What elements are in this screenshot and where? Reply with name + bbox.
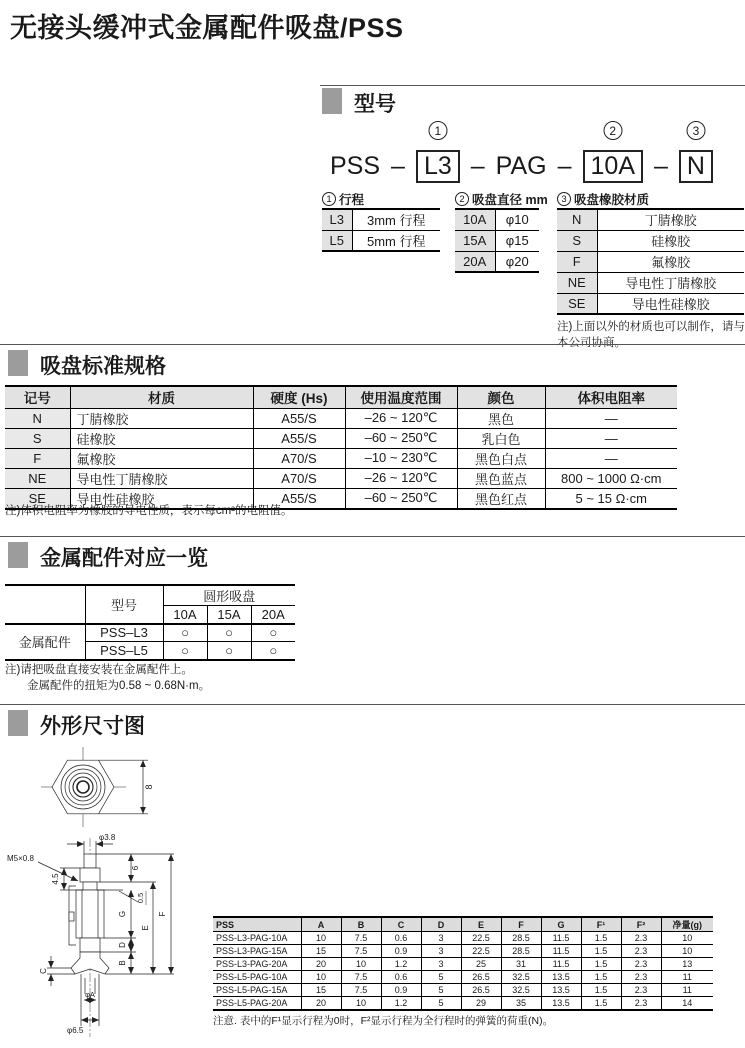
col-header: B	[341, 917, 381, 932]
dim-label-phiA: φA	[85, 990, 95, 999]
table-cell: S	[5, 428, 70, 448]
table-cell: —	[545, 408, 677, 428]
table-cell: 29	[461, 997, 501, 1010]
col-header: 净量(g)	[661, 917, 713, 932]
col-header: 硬度 (Hs)	[253, 386, 345, 408]
table-cell: 0.6	[381, 971, 421, 984]
table-cell: 20A	[455, 251, 495, 272]
table-cell: A55/S	[253, 428, 345, 448]
table-cell: 0.9	[381, 945, 421, 958]
table-cell: 32.5	[501, 971, 541, 984]
fitting-note-2: 金属配件的扭矩为0.58 ~ 0.68N·m。	[27, 680, 211, 692]
dim-label-6: 6	[131, 865, 140, 871]
col-header: 使用温度范围	[345, 386, 457, 408]
fitting-note-1: 注)请把吸盘直接安装在金属配件上。	[5, 664, 193, 676]
table-cell: 1.2	[381, 997, 421, 1010]
table-cell: PSS-L5-PAG-20A	[213, 997, 301, 1010]
table-cell: A70/S	[253, 448, 345, 468]
table-cell: 31	[501, 958, 541, 971]
table-cell: 15A	[455, 230, 495, 251]
table-cell: 7.5	[341, 932, 381, 945]
section-divider	[0, 704, 745, 705]
model-code-box-diameter: 10A	[583, 150, 643, 183]
table-cell: –26 ~ 120℃	[345, 468, 457, 488]
table-cell: 导电性丁腈橡胶	[70, 468, 253, 488]
col-header: C	[381, 917, 421, 932]
table-row	[5, 624, 295, 642]
dim-label-C: C	[39, 968, 48, 974]
table-cell: 5	[421, 997, 461, 1010]
table-cell: 35	[501, 997, 541, 1010]
blank-cell	[5, 585, 85, 624]
dim-label-8: 8	[144, 784, 154, 790]
table-cell: 10	[661, 932, 713, 945]
diameter-table-label: 2 吸盘直径 mm	[455, 190, 548, 208]
col-header: A	[301, 917, 341, 932]
table-row	[557, 230, 744, 251]
table-cell: 10	[661, 945, 713, 958]
size-header: 10A	[163, 606, 207, 624]
stroke-table-label: 1 行程	[322, 190, 364, 208]
table-cell: 丁腈橡胶	[70, 408, 253, 428]
table-cell: –60 ~ 250℃	[345, 428, 457, 448]
table-cell: 7.5	[341, 945, 381, 958]
table-cell: S	[557, 230, 597, 251]
table-cell: 26.5	[461, 984, 501, 997]
table-cell: 2.3	[621, 945, 661, 958]
col-header: 体积电阻率	[545, 386, 677, 408]
table-cell: 800 ~ 1000 Ω·cm	[545, 468, 677, 488]
stroke-table	[322, 208, 440, 252]
table-cell: 1.5	[581, 945, 621, 958]
section-marker	[8, 542, 28, 568]
model-code-stroke	[416, 123, 460, 183]
spec-header-row	[5, 386, 677, 408]
table-cell: 3	[421, 945, 461, 958]
table-cell: PSS-L3-PAG-20A	[213, 958, 301, 971]
model-code-dash: –	[654, 152, 668, 180]
model-code-box-material: N	[679, 150, 713, 183]
dimension-drawing	[5, 742, 230, 1044]
table-cell: 丁腈橡胶	[597, 209, 744, 230]
table-cell: PSS-L5-PAG-15A	[213, 984, 301, 997]
callout-2: 2	[603, 121, 622, 140]
model-code	[330, 123, 713, 183]
table-cell: 7.5	[341, 984, 381, 997]
table-cell: φ20	[495, 251, 539, 272]
table-cell: 氟橡胶	[70, 448, 253, 468]
col-header: D	[421, 917, 461, 932]
section-divider	[0, 536, 745, 537]
dim-label-G: G	[118, 910, 127, 918]
table-row	[5, 448, 677, 468]
col-header: 材质	[70, 386, 253, 408]
table-cell: 2.3	[621, 997, 661, 1010]
table-cell: φ10	[495, 209, 539, 230]
table-cell: 0.6	[381, 932, 421, 945]
table-cell: 1.5	[581, 932, 621, 945]
table-cell: 1.5	[581, 971, 621, 984]
table-cell: N	[557, 209, 597, 230]
table-cell: 5 ~ 15 Ω·cm	[545, 488, 677, 509]
model-cell: PSS–L5	[85, 642, 163, 660]
table-cell: 2.3	[621, 958, 661, 971]
table-row	[5, 408, 677, 428]
table-cell: 13.5	[541, 997, 581, 1010]
table-cell: 25	[461, 958, 501, 971]
table-cell: 20	[301, 997, 341, 1010]
col-header: 颜色	[457, 386, 545, 408]
circled-number-icon: 3	[557, 192, 571, 206]
section-marker	[322, 88, 342, 114]
table-cell: SE	[5, 488, 70, 509]
compat-mark: ○	[251, 624, 295, 642]
material-note: 注)上面以外的材质也可以制作，请与本公司协商。	[557, 321, 745, 350]
table-row	[322, 209, 440, 230]
table-cell: 11	[661, 984, 713, 997]
material-table-label: 3 吸盘橡胶材质	[557, 190, 649, 208]
dim-label-phi65: φ6.5	[67, 1026, 84, 1035]
table-cell: 3	[421, 932, 461, 945]
table-row	[213, 997, 713, 1010]
table-cell: 32.5	[501, 984, 541, 997]
table-cell: 15	[301, 945, 341, 958]
table-cell: 1.5	[581, 984, 621, 997]
fitting-header-row	[5, 585, 295, 606]
dim-label-45: 4.5	[51, 873, 60, 885]
col-header: F	[501, 917, 541, 932]
table-cell: L5	[322, 230, 352, 251]
table-cell: 7.5	[341, 971, 381, 984]
table-cell: 3	[421, 958, 461, 971]
table-row	[5, 468, 677, 488]
col-header: F²	[621, 917, 661, 932]
table-cell: N	[5, 408, 70, 428]
dim-label-F: F	[158, 911, 167, 917]
table-cell: 5	[421, 971, 461, 984]
table-cell: 乳白色	[457, 428, 545, 448]
model-code-dash: –	[557, 152, 572, 180]
table-cell: 2.3	[621, 971, 661, 984]
table-cell: 10	[341, 958, 381, 971]
size-header: 15A	[207, 606, 251, 624]
table-row	[213, 984, 713, 997]
row-label: 金属配件	[5, 624, 85, 660]
dim-label-thread: M5×0.8	[7, 854, 34, 863]
table-cell: F	[5, 448, 70, 468]
table-cell: NE	[557, 272, 597, 293]
table-cell: SE	[557, 293, 597, 314]
table-cell: —	[545, 428, 677, 448]
table-cell: A70/S	[253, 468, 345, 488]
table-cell: 黑色蓝点	[457, 468, 545, 488]
size-header: 20A	[251, 606, 295, 624]
table-cell: PSS-L3-PAG-15A	[213, 945, 301, 958]
table-row	[455, 209, 539, 230]
dimensions-table	[213, 916, 713, 1011]
col-header-group: 圆形吸盘	[163, 585, 295, 606]
model-code-dash: –	[470, 152, 485, 180]
table-cell: 3mm 行程	[352, 209, 440, 230]
dim-label-E: E	[141, 925, 150, 931]
spec-table	[5, 385, 677, 510]
table-cell: 导电性硅橡胶	[597, 293, 744, 314]
table-cell: 28.5	[501, 932, 541, 945]
table-row	[557, 293, 744, 314]
material-table	[557, 208, 744, 315]
table-cell: PSS-L3-PAG-10A	[213, 932, 301, 945]
table-row	[213, 945, 713, 958]
model-code-mid: PAG	[495, 152, 547, 180]
dim-label-phi38: φ3.8	[99, 833, 116, 842]
table-row	[557, 251, 744, 272]
spec-note: 注)体积电阻率为橡胶的导电性质，表示每cm³的电阻值。	[5, 505, 293, 517]
table-cell: 20	[301, 958, 341, 971]
table-cell: 11.5	[541, 945, 581, 958]
compat-mark: ○	[163, 642, 207, 660]
table-cell: 26.5	[461, 971, 501, 984]
model-code-box-stroke: L3	[416, 150, 460, 183]
callout-3: 3	[686, 121, 705, 140]
model-cell: PSS–L3	[85, 624, 163, 642]
table-cell: φ15	[495, 230, 539, 251]
table-cell: 导电性丁腈橡胶	[597, 272, 744, 293]
table-cell: –60 ~ 250℃	[345, 488, 457, 509]
compat-mark: ○	[251, 642, 295, 660]
table-cell: 22.5	[461, 945, 501, 958]
circled-number-icon: 2	[455, 192, 469, 206]
table-cell: 28.5	[501, 945, 541, 958]
model-code-dash: –	[391, 152, 405, 180]
table-row	[213, 932, 713, 945]
table-cell: PSS-L5-PAG-10A	[213, 971, 301, 984]
table-cell: 导电性硅橡胶	[70, 488, 253, 509]
col-header: F¹	[581, 917, 621, 932]
table-cell: –26 ~ 120℃	[345, 408, 457, 428]
table-cell: 5mm 行程	[352, 230, 440, 251]
table-row	[455, 230, 539, 251]
table-cell: 14	[661, 997, 713, 1010]
model-code-prefix: PSS	[330, 152, 381, 180]
col-header-model: 型号	[85, 585, 163, 624]
compat-mark: ○	[207, 642, 251, 660]
table-cell: 2.3	[621, 984, 661, 997]
table-cell: 11.5	[541, 958, 581, 971]
section-heading-dims: 外形尺寸图	[40, 715, 145, 738]
table-cell: 11	[661, 971, 713, 984]
section-marker	[8, 710, 28, 736]
col-header: PSS	[213, 917, 301, 932]
table-cell: 11.5	[541, 932, 581, 945]
section-heading-spec: 吸盘标准规格	[40, 355, 166, 378]
col-header: G	[541, 917, 581, 932]
dim-label-05: 0.5	[136, 892, 145, 904]
table-row	[455, 251, 539, 272]
table-cell: 0.9	[381, 984, 421, 997]
table-cell: 10	[341, 997, 381, 1010]
table-cell: 黑色白点	[457, 448, 545, 468]
table-cell: 氟橡胶	[597, 251, 744, 272]
section-marker	[8, 350, 28, 376]
model-code-material	[679, 123, 713, 183]
page-title: 无接头缓冲式金属配件吸盘/PSS	[10, 13, 404, 43]
compat-mark: ○	[207, 624, 251, 642]
table-cell: 黑色	[457, 408, 545, 428]
table-cell: 13.5	[541, 971, 581, 984]
diameter-table	[455, 208, 539, 273]
table-cell: 15	[301, 984, 341, 997]
col-header: 记号	[5, 386, 70, 408]
table-cell: F	[557, 251, 597, 272]
table-cell: 5	[421, 984, 461, 997]
table-cell: 2.3	[621, 932, 661, 945]
dims-header-row	[213, 917, 713, 932]
table-row	[5, 428, 677, 448]
section-divider	[320, 85, 745, 86]
table-cell: L3	[322, 209, 352, 230]
table-cell: A55/S	[253, 488, 345, 509]
callout-1: 1	[428, 121, 447, 140]
table-cell: 10A	[455, 209, 495, 230]
dim-label-B: B	[118, 960, 127, 966]
table-row	[213, 971, 713, 984]
fitting-table	[5, 584, 295, 661]
table-cell: —	[545, 448, 677, 468]
table-row	[557, 272, 744, 293]
circled-number-icon: 1	[322, 192, 336, 206]
compat-mark: ○	[163, 624, 207, 642]
table-row	[213, 958, 713, 971]
table-cell: 22.5	[461, 932, 501, 945]
table-cell: 1.5	[581, 958, 621, 971]
table-cell: 硅橡胶	[70, 428, 253, 448]
model-code-diameter	[583, 123, 643, 183]
table-row	[557, 209, 744, 230]
section-heading-model: 型号	[354, 93, 396, 116]
table-row	[322, 230, 440, 251]
table-cell: 13.5	[541, 984, 581, 997]
table-cell: 黑色红点	[457, 488, 545, 509]
dims-note: 注意. 表中的F¹显示行程为0时，F²显示行程为全行程时的弹簧的荷重(N)。	[213, 1015, 554, 1027]
section-heading-fitting: 金属配件对应一览	[40, 547, 208, 570]
table-cell: 10	[301, 971, 341, 984]
table-cell: 1.5	[581, 997, 621, 1010]
col-header: E	[461, 917, 501, 932]
section-divider	[0, 344, 745, 345]
table-cell: 1.2	[381, 958, 421, 971]
table-cell: –10 ~ 230℃	[345, 448, 457, 468]
table-cell: NE	[5, 468, 70, 488]
table-cell: 13	[661, 958, 713, 971]
dim-label-D: D	[118, 942, 127, 948]
table-cell: 10	[301, 932, 341, 945]
table-cell: A55/S	[253, 408, 345, 428]
table-cell: 硅橡胶	[597, 230, 744, 251]
